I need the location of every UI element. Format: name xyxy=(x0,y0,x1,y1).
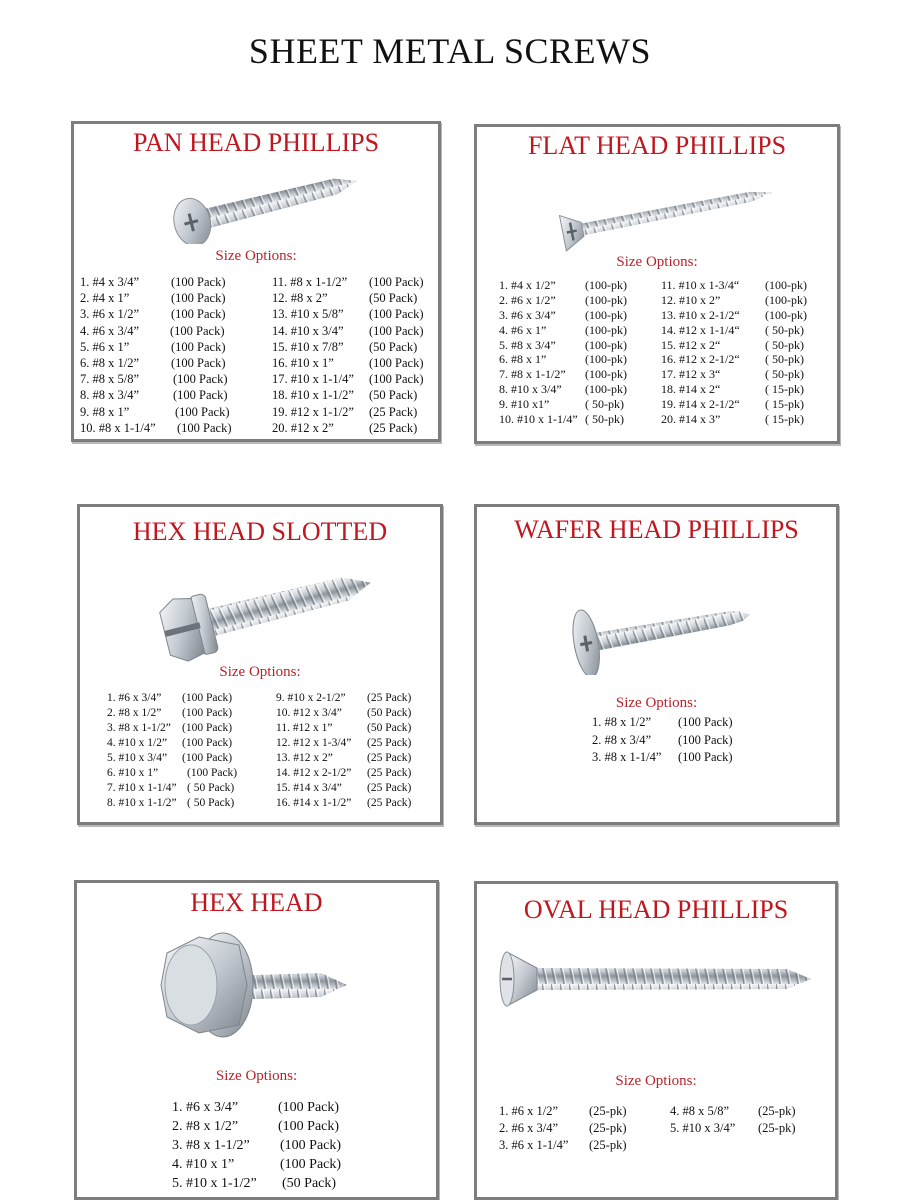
panel-title: HEX HEAD SLOTTED xyxy=(132,517,388,546)
wafer-head-screw-icon xyxy=(561,585,766,675)
size-row: 11. #12 x 1” (50 Pack) xyxy=(276,722,412,734)
size-row: 7. #8 x 1-1/2” (100-pk) xyxy=(499,367,627,382)
size-row: 1. #6 x 3/4” (100 Pack) xyxy=(107,692,233,704)
size-list-col1 xyxy=(172,1098,392,1193)
size-row: 15. #14 x 3/4” (25 Pack) xyxy=(276,782,412,794)
size-row: 20. #14 x 3” ( 15-pk) xyxy=(661,412,804,427)
size-row: 9. #8 x 1” (100 Pack) xyxy=(80,404,230,419)
size-row: 12. #8 x 2” (50 Pack) xyxy=(272,291,418,306)
size-row: 5. #10 x 3/4” (100 Pack) xyxy=(107,752,233,764)
size-row: 13. #12 x 2” (25 Pack) xyxy=(276,752,412,764)
size-row: 4. #8 x 5/8” (25-pk) xyxy=(670,1104,796,1118)
size-row: 6. #8 x 1/2” (100 Pack) xyxy=(80,355,226,370)
size-row: 3. #6 x 1/2” (100 Pack) xyxy=(80,307,226,322)
panel-pan-head-phillips xyxy=(71,121,441,442)
size-options-label: Size Options: xyxy=(615,1073,697,1089)
size-row: 17. #10 x 1-1/4” (100 Pack) xyxy=(272,372,424,387)
page-title: SHEET METAL SCREWS xyxy=(248,31,652,71)
size-list-col2 xyxy=(272,274,437,436)
size-row: 2. #6 x 3/4” (25-pk) xyxy=(499,1121,627,1135)
size-options-label: Size Options: xyxy=(215,1068,298,1084)
size-row: 5. #10 x 1-1/2” (50 Pack) xyxy=(172,1176,337,1191)
size-row: 1. #6 x 3/4” (100 Pack) xyxy=(172,1100,340,1115)
size-row: 9. #10 x 2-1/2” (25 Pack) xyxy=(276,692,412,704)
size-row: 3. #8 x 1-1/4” (100 Pack) xyxy=(592,750,733,764)
size-row: 9. #10 x1” ( 50-pk) xyxy=(499,397,624,412)
size-list-col2 xyxy=(670,1103,835,1137)
size-row: 3. #6 x 3/4” (100-pk) xyxy=(499,307,627,322)
size-row: 12. #12 x 1-3/4” (25 Pack) xyxy=(276,737,412,749)
panel-title: OVAL HEAD PHILLIPS xyxy=(523,895,789,924)
panel-title: FLAT HEAD PHILLIPS xyxy=(527,131,787,160)
size-row: 1. #8 x 1/2” (100 Pack) xyxy=(592,715,733,729)
size-row: 8. #10 x 1-1/2” ( 50 Pack) xyxy=(107,797,235,809)
size-list-col1 xyxy=(499,278,664,427)
size-row: 5. #6 x 1” (100 Pack) xyxy=(80,339,226,354)
size-row: 8. #10 x 3/4” (100-pk) xyxy=(499,382,627,397)
size-row: 18. #10 x 1-1/2” (50 Pack) xyxy=(272,388,418,403)
size-row: 13. #10 x 2-1/2“ (100-pk) xyxy=(661,307,807,322)
flat-head-screw-icon xyxy=(547,173,787,253)
size-row: 11. #10 x 1-3/4“ (100-pk) xyxy=(661,278,807,292)
hex-slotted-screw-icon xyxy=(148,557,383,662)
size-options-label: Size Options: xyxy=(215,248,297,264)
size-row: 3. #8 x 1-1/2” (100 Pack) xyxy=(172,1138,342,1153)
size-row: 19. #12 x 1-1/2” (25 Pack) xyxy=(272,404,418,419)
size-list-col2 xyxy=(276,691,441,811)
panel-title: PAN HEAD PHILLIPS xyxy=(132,128,380,157)
panel-flat-head-phillips xyxy=(474,124,840,444)
size-row: 2. #8 x 1/2” (100 Pack) xyxy=(172,1119,340,1134)
size-list-col2 xyxy=(661,278,831,427)
size-row: 6. #8 x 1” (100-pk) xyxy=(499,352,627,367)
size-row: 4. #10 x 1/2” (100 Pack) xyxy=(107,737,233,749)
size-list-col1 xyxy=(592,714,782,767)
size-row: 2. #4 x 1” (100 Pack) xyxy=(80,291,226,306)
size-row: 11. #8 x 1-1/2” (100 Pack) xyxy=(272,275,424,289)
size-row: 10. #12 x 3/4” (50 Pack) xyxy=(276,707,412,719)
size-row: 2. #8 x 3/4” (100 Pack) xyxy=(592,732,733,747)
size-row: 5. #8 x 3/4” (100-pk) xyxy=(499,337,627,352)
size-row: 10. #10 x 1-1/4” ( 50-pk) xyxy=(499,412,624,427)
size-row: 16. #14 x 1-1/2” (25 Pack) xyxy=(276,797,412,809)
panel-hex-head xyxy=(74,880,439,1200)
size-row: 7. #8 x 5/8” (100 Pack) xyxy=(80,372,228,387)
size-list-col1 xyxy=(80,274,260,436)
size-row: 14. #10 x 3/4” (100 Pack) xyxy=(272,323,424,338)
size-row: 4. #6 x 1” (100-pk) xyxy=(499,322,627,337)
oval-head-screw-icon xyxy=(497,944,817,1014)
size-list-col1 xyxy=(499,1103,669,1154)
size-row: 3. #8 x 1-1/2” (100 Pack) xyxy=(107,722,233,734)
size-row: 15. #12 x 2“ ( 50-pk) xyxy=(661,337,804,352)
panel-title: WAFER HEAD PHILLIPS xyxy=(514,515,799,544)
panel-wafer-head-phillips xyxy=(474,504,839,825)
size-row: 14. #12 x 2-1/2” (25 Pack) xyxy=(276,767,412,779)
size-row: 15. #10 x 7/8” (50 Pack) xyxy=(272,339,418,354)
size-row: 7. #10 x 1-1/4” ( 50 Pack) xyxy=(107,782,235,794)
size-row: 5. #10 x 3/4” (25-pk) xyxy=(670,1121,796,1135)
size-list-col1 xyxy=(107,691,277,811)
hex-head-screw-icon xyxy=(153,929,363,1041)
size-row: 1. #6 x 1/2” (25-pk) xyxy=(499,1104,627,1118)
panel-oval-head-phillips xyxy=(474,881,838,1200)
size-row: 8. #8 x 3/4” (100 Pack) xyxy=(80,388,228,403)
size-row: 6. #10 x 1” (100 Pack) xyxy=(107,767,238,779)
size-row: 4. #6 x 3/4” (100 Pack) xyxy=(80,323,225,338)
size-options-label: Size Options: xyxy=(615,695,698,711)
pan-head-screw-icon xyxy=(160,164,370,244)
size-row: 19. #14 x 2-1/2“ ( 15-pk) xyxy=(661,397,804,412)
size-row: 16. #12 x 2-1/2“ ( 50-pk) xyxy=(661,352,804,367)
size-row: 2. #6 x 1/2” (100-pk) xyxy=(499,292,627,307)
size-row: 18. #14 x 2“ ( 15-pk) xyxy=(661,382,804,397)
size-row: 4. #10 x 1” (100 Pack) xyxy=(172,1157,342,1172)
panel-hex-head-slotted xyxy=(77,504,443,825)
size-options-label: Size Options: xyxy=(616,254,698,270)
size-row: 1. #4 x 3/4” (100 Pack) xyxy=(80,275,226,289)
size-row: 10. #8 x 1-1/4” (100 Pack) xyxy=(80,420,232,435)
size-row: 13. #10 x 5/8” (100 Pack) xyxy=(272,307,424,322)
size-options-label: Size Options: xyxy=(219,664,301,680)
size-row: 2. #8 x 1/2” (100 Pack) xyxy=(107,707,233,719)
size-row: 12. #10 x 2” (100-pk) xyxy=(661,292,807,307)
size-row: 16. #10 x 1” (100 Pack) xyxy=(272,355,424,370)
size-row: 17. #12 x 3“ ( 50-pk) xyxy=(661,367,804,382)
size-row: 3. #6 x 1-1/4” (25-pk) xyxy=(499,1138,627,1152)
size-row: 1. #4 x 1/2” (100-pk) xyxy=(499,278,627,292)
size-row: 20. #12 x 2” (25 Pack) xyxy=(272,420,418,435)
panel-title: HEX HEAD xyxy=(190,888,323,917)
size-row: 14. #12 x 1-1/4“ ( 50-pk) xyxy=(661,322,804,337)
